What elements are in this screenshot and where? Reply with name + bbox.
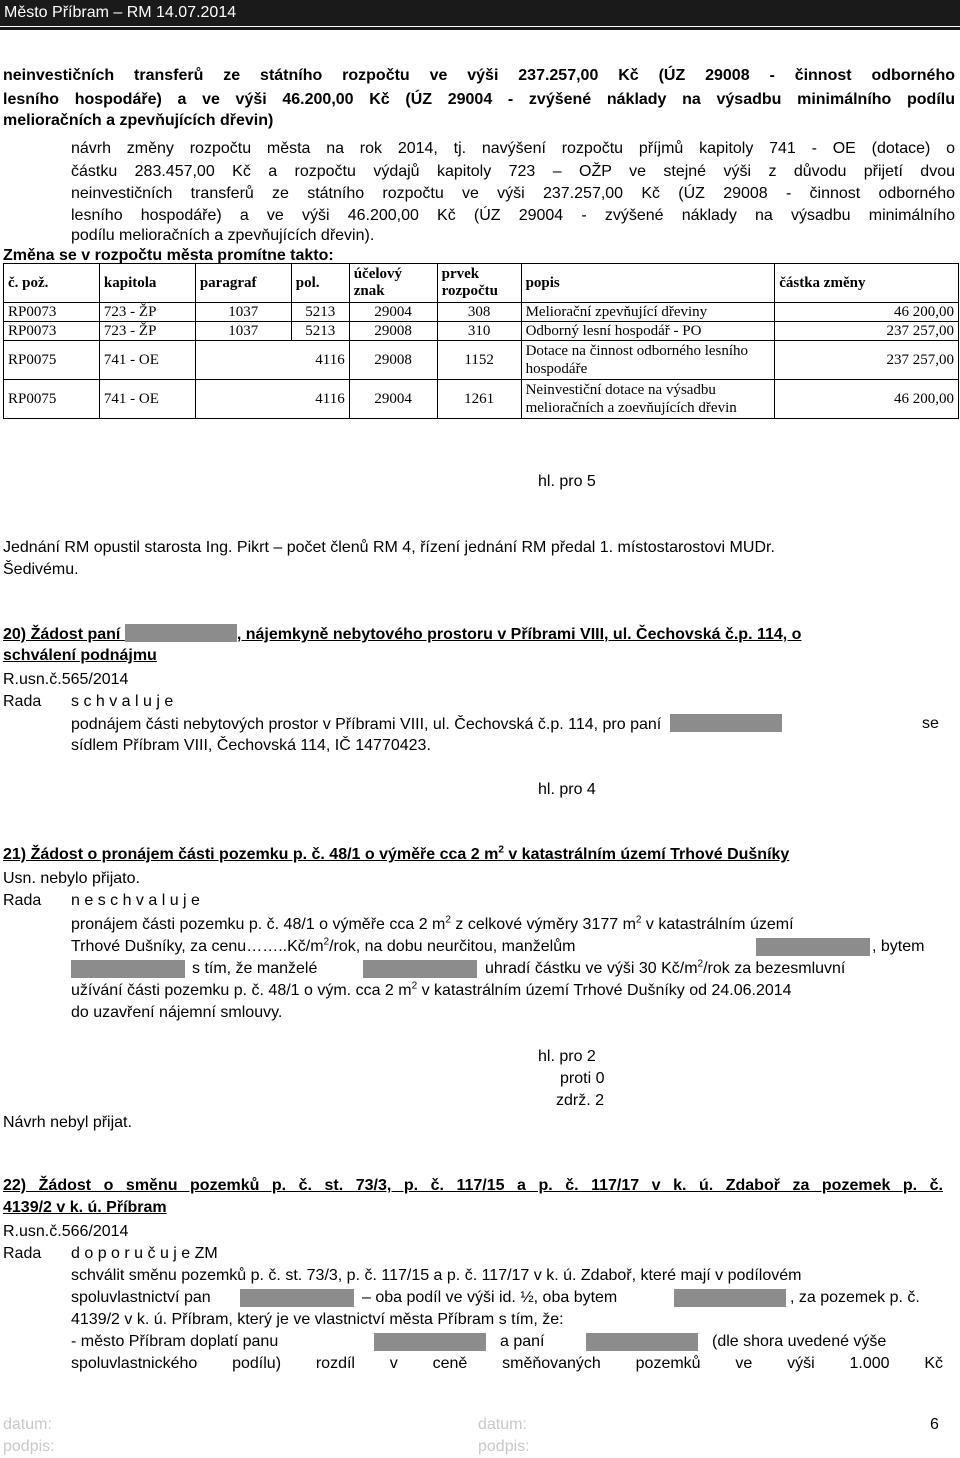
- intro-line-1: neinvestičních transferů ze státního rozpočtu ve výši 237.257,00 Kč (ÚZ 29008 - činnost odborného: [3, 67, 955, 84]
- redacted-name: [125, 624, 237, 642]
- change-heading: Změna se v rozpočtu města promítne takto:: [3, 247, 334, 264]
- cell-req-no: RP0075: [4, 380, 100, 419]
- item21-title: [3, 845, 789, 865]
- item20-title-b: , nájemkyně nebytového prostoru v Příbrami VIII, ul. Čechovská č.p. 114, o: [236, 626, 802, 643]
- redacted-address: [71, 960, 185, 978]
- item21-title-text: 21) Žádost o pronájem části pozemku p. č. 48/1 o výměře cca 2 m: [3, 846, 499, 863]
- superscript: 2: [445, 914, 451, 926]
- header-paragraph: paragraf: [195, 264, 291, 303]
- cell-description: Meliorační zpevňující dřeviny: [521, 303, 775, 322]
- cell-description: Odborný lesní hospodář - PO: [521, 322, 775, 341]
- item22-title-2: 4139/2 v k. ú. Příbram: [3, 1199, 167, 1216]
- item20-body-text: podnájem části nebytových prostor v Příbrami VIII, ul. Čechovská č.p. 114, pro paní: [71, 716, 662, 733]
- item22-line-5: spoluvlastnického podílu) rozdíl v ceně směňovaných pozemků ve výši 1.000 Kč: [71, 1355, 943, 1372]
- cell-amount: 237 257,00: [775, 341, 959, 380]
- text: užívání části pozemku p. č. 48/1 o vým. cca 2 m: [71, 982, 412, 999]
- item21-line-5: do uzavření nájemní smlouvy.: [71, 1004, 283, 1021]
- footer-podpis-right: podpis:: [478, 1438, 530, 1455]
- cell-paragraph: 1037: [195, 322, 291, 341]
- cell-budget-element: 1152: [437, 341, 521, 380]
- cell-purpose-code: 29008: [349, 341, 437, 380]
- vote-against: proti 0: [560, 1070, 605, 1087]
- item22-line-2a: spoluvlastnictví pan: [71, 1289, 211, 1306]
- vote-result-2: hl. pro 4: [538, 781, 596, 798]
- superscript: 2: [498, 844, 504, 856]
- redacted-name: [586, 1333, 698, 1351]
- item22-line-4b: a paní: [500, 1333, 545, 1350]
- footer-podpis-left: podpis:: [3, 1438, 55, 1455]
- departure-line-2: Šedivému.: [3, 561, 79, 578]
- item21-line-3a: s tím, že manželé: [192, 960, 318, 977]
- item22-line-2c: , za pozemek p. č.: [790, 1289, 920, 1306]
- header-amount: částka změny: [775, 264, 959, 303]
- cell-req-no: RP0073: [4, 322, 100, 341]
- header-req-no: č. pož.: [4, 264, 100, 303]
- item21-rada: Rada: [3, 892, 42, 909]
- superscript: 2: [697, 958, 704, 970]
- redacted-name: [240, 1289, 354, 1307]
- cell-purpose-code: 29004: [349, 380, 437, 419]
- cell-paragraph: 4116: [195, 341, 349, 380]
- vote-abstain: zdrž. 2: [556, 1092, 605, 1109]
- text: pronájem části pozemku p. č. 48/1 o výměře cca 2 m: [71, 916, 446, 933]
- table-row: [4, 303, 959, 322]
- item21-line-4: [71, 981, 792, 1001]
- proposal-line-2: částku 283.457,00 Kč a rozpočtu výdajů kapitoly 723 – OŽP ve stejné výši z důvodu přijetí dvou: [71, 163, 955, 180]
- item21-title-end: v katastrálním území Trhové Dušníky: [503, 846, 790, 863]
- item20-rada: Rada: [3, 693, 42, 710]
- text: uhradí částku ve výši 30 Kč/m: [485, 960, 698, 977]
- header-item: pol.: [291, 264, 349, 303]
- text: /rok, na dobu neurčitou, manželům: [329, 938, 576, 955]
- cell-paragraph: 1037: [195, 303, 291, 322]
- vote-for: hl. pro 2: [538, 1048, 596, 1065]
- redacted-name: [363, 960, 477, 978]
- cell-purpose-code: 29008: [349, 322, 437, 341]
- item21-verb: n e s c h v a l u j e: [71, 892, 200, 909]
- cell-budget-element: 1261: [437, 380, 521, 419]
- item22-line-2b: – oba podíl ve výši id. ½, oba bytem: [362, 1289, 618, 1306]
- cell-purpose-code: 29004: [349, 303, 437, 322]
- table-row: [4, 322, 959, 341]
- item21-line-2-end: , bytem: [872, 938, 925, 955]
- item22-line-1: schválit směnu pozemků p. č. st. 73/3, p. č. 117/15 a p. č. 117/17 v k. ú. Zdaboř, které mají v podílovém: [71, 1267, 802, 1284]
- cell-chapter: 741 - OE: [99, 341, 195, 380]
- cell-amount: 46 200,00: [775, 380, 959, 419]
- item21-line-2: [71, 937, 575, 957]
- proposal-line-5: podílu melioračních a zpevňujících dřevin).: [71, 227, 375, 244]
- intro-line-2: lesního hospodáře) a ve výši 46.200,00 Kč (ÚZ 29004 - zvýšené náklady na výsadbu minimálního podílu: [3, 91, 955, 108]
- proposal-line-4: lesního hospodáře) a ve výši 46.200,00 Kč (ÚZ 29004 - zvýšené náklady na výsadbu minimálního: [71, 207, 955, 224]
- text: Trhové Dušníky, za cenu……..Kč/m: [71, 938, 324, 955]
- superscript: 2: [635, 914, 642, 926]
- cell-chapter: 723 - ŽP: [99, 303, 195, 322]
- table-header-row: [4, 264, 959, 303]
- cell-chapter: 741 - OE: [99, 380, 195, 419]
- header-purpose-code: účelový znak: [349, 264, 437, 303]
- page-header: [0, 0, 960, 26]
- superscript: 2: [323, 936, 330, 948]
- item21-line-1: [71, 915, 794, 935]
- redacted-name: [670, 714, 782, 732]
- item20-title-a: 20) Žádost paní: [3, 626, 121, 643]
- cell-amount: 237 257,00: [775, 322, 959, 341]
- item22-line-4a: - město Příbram doplatí panu: [71, 1333, 279, 1350]
- item20-verb: s c h v a l u j e: [71, 693, 174, 710]
- cell-item: 5213: [291, 322, 349, 341]
- footer-datum-left: datum:: [3, 1416, 52, 1433]
- item20-title-line-1: [3, 624, 801, 645]
- item22-verb: d o p o r u č u j e ZM: [71, 1245, 218, 1262]
- header-rule: [0, 27, 960, 30]
- item22-resolution: R.usn.č.566/2014: [3, 1223, 129, 1240]
- table-row: [4, 341, 959, 380]
- superscript: 2: [411, 980, 418, 992]
- cell-paragraph: 4116: [195, 380, 349, 419]
- proposal-line-1: návrh změny rozpočtu města na rok 2014, tj. navýšení rozpočtu příjmů kapitoly 741 - OE (dotace) o: [71, 140, 955, 157]
- proposal-line-3: neinvestičních transferů ze státního rozpočtu ve výši 237.257,00 Kč (ÚZ 29008 - činnost odborného: [71, 185, 955, 202]
- item21-outcome: Návrh nebyl přijat.: [3, 1114, 132, 1131]
- cell-budget-element: 310: [437, 322, 521, 341]
- footer-datum-right: datum:: [478, 1416, 527, 1433]
- table-row: [4, 380, 959, 419]
- header-title: Město Příbram – RM 14.07.2014: [4, 4, 237, 21]
- item20-title-c: schválení podnájmu: [3, 647, 157, 664]
- text: z celkové výměry 3177 m: [450, 916, 636, 933]
- header-description: popis: [521, 264, 775, 303]
- item22-line-4c: (dle shora uvedené výše: [712, 1333, 887, 1350]
- item22-title-1: 22) Žádost o směnu pozemků p. č. st. 73/3, p. č. 117/15 a p. č. 117/17 v k. ú. Zdaboř za pozemek p. č.: [3, 1177, 943, 1194]
- cell-req-no: RP0075: [4, 341, 100, 380]
- redacted-name: [374, 1333, 486, 1351]
- departure-line-1: Jednání RM opustil starosta Ing. Pikrt – počet členů RM 4, řízení jednání RM předal 1. místostarostovi MUDr.: [3, 539, 775, 556]
- cell-chapter: 723 - ŽP: [99, 322, 195, 341]
- vote-result-1: hl. pro 5: [538, 473, 596, 490]
- item20-body-end: se: [922, 715, 939, 732]
- cell-budget-element: 308: [437, 303, 521, 322]
- cell-req-no: RP0073: [4, 303, 100, 322]
- header-budget-element: prvek rozpočtu: [437, 264, 521, 303]
- text: v katastrálním území Trhové Dušníky od 24.06.2014: [417, 982, 792, 999]
- page-number: 6: [930, 1416, 939, 1433]
- cell-description: Dotace na činnost odborného lesního hospodáře: [521, 341, 775, 380]
- cell-description: Neinvestiční dotace na výsadbu melioračních a zoevňujících dřevin: [521, 380, 775, 419]
- item22-rada: Rada: [3, 1245, 42, 1262]
- redacted-address: [674, 1289, 786, 1307]
- budget-change-table: [3, 263, 959, 419]
- item20-resolution: R.usn.č.565/2014: [3, 671, 129, 688]
- header-chapter: kapitola: [99, 264, 195, 303]
- item20-body-1: [71, 714, 782, 735]
- item22-line-3: 4139/2 v k. ú. Příbram, který je ve vlastnictví města Příbram s tím, že:: [71, 1311, 564, 1328]
- text: /rok za bezesmluvní: [703, 960, 846, 977]
- text: v katastrálním území: [641, 916, 794, 933]
- item21-status: Usn. nebylo přijato.: [3, 870, 140, 887]
- cell-amount: 46 200,00: [775, 303, 959, 322]
- item20-body-2: sídlem Příbram VIII, Čechovská 114, IČ 14770423.: [71, 737, 431, 754]
- cell-item: 5213: [291, 303, 349, 322]
- intro-line-3: melioračních a zpevňujících dřevin): [3, 112, 274, 129]
- redacted-name: [756, 938, 870, 956]
- item21-line-3b: [485, 959, 845, 979]
